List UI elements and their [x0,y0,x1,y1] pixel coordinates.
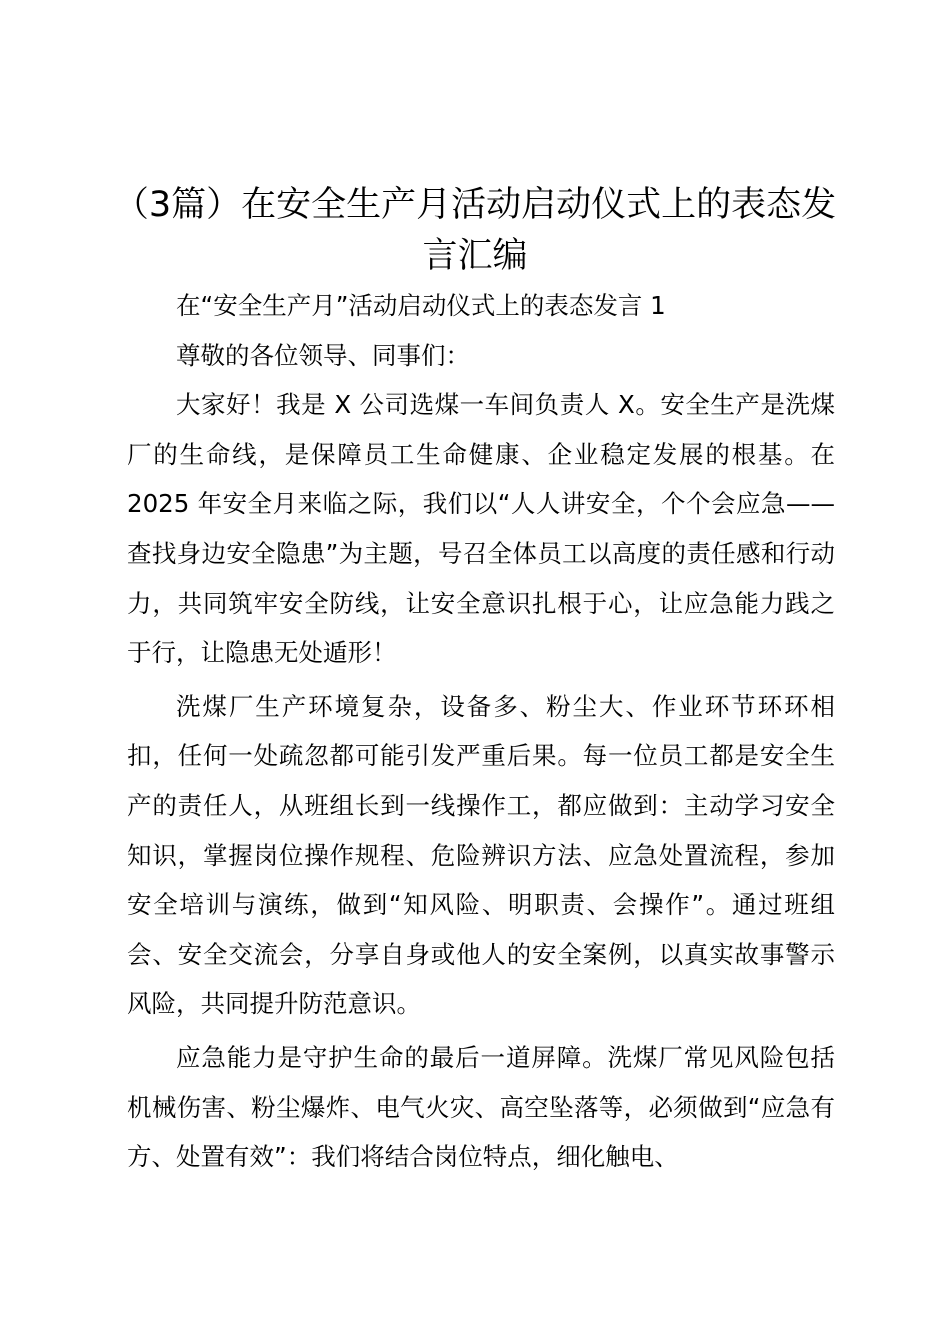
speech-heading: 在“安全生产月”活动启动仪式上的表态发言 1 [176,291,666,320]
document-title: （3篇）在安全生产月活动启动仪式上的表态发言汇编 [113,185,837,276]
document-body [127,281,835,1182]
salutation: 尊敬的各位领导、同事们： [176,340,470,370]
paragraph-responsibility: 洗煤厂生产环境复杂，设备多、粉尘大、作业环节环环相扣，任何一处疏忽都可能引发严重后果。每一位员工都是安全生产的责任人，从班组长到一线操作工，都应做到：主动学习安全知识，掌握岗位操作规程、危险辨识方法、应急处置流程，参加安全培训与演练，做到“知风险、明职责、会操作”。通过班组会、安全交流会，分享自身或他人的安全案例，以真实故事警示风险，共同提升防范意识。 [127,691,835,1019]
paragraph-emergency: 应急能力是守护生命的最后一道屏障。洗煤厂常见风险包括机械伤害、粉尘爆炸、电气火灾、高空坠落等，必须做到“应急有方、处置有效”：我们将结合岗位特点，细化触电、 [127,1042,835,1172]
paragraph-intro: 大家好！我是 X 公司选煤一车间负责人 X。安全生产是洗煤厂的生命线，是保障员工生命健康、企业稳定发展的根基。在 2025 年安全月来临之际，我们以“人人讲安全，个个会应急——查找身边安全隐患”为主题，号召全体员工以高度的责任感和行动力，共同筑牢安全防线，让安全意识扎根于心，让应急能力践之于行，让隐患无处遁形！ [127,390,835,668]
